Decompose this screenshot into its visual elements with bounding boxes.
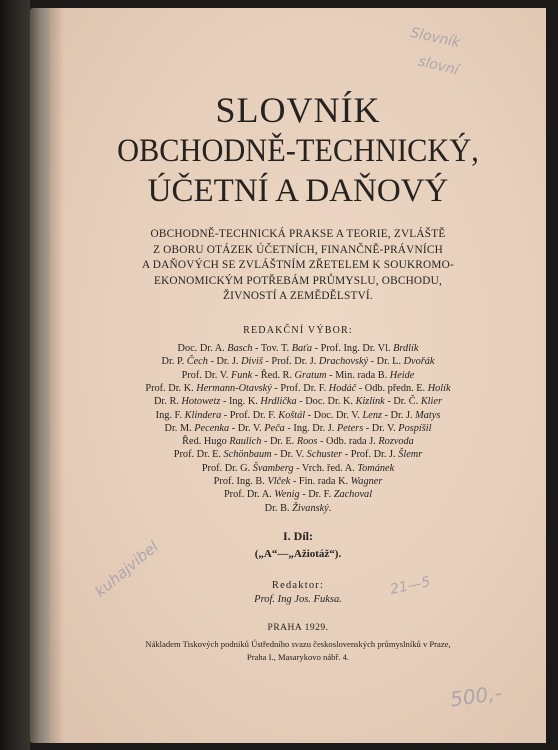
member-surname: Rozvoda xyxy=(378,436,414,448)
member-surname: Raulich xyxy=(229,436,262,448)
pencil-note: slovní xyxy=(416,53,461,79)
member-title: - Fin. rada K. xyxy=(290,476,351,487)
volume-range: („A“—„Ažiotáž“). xyxy=(254,548,342,560)
member-surname: Diviš xyxy=(241,356,263,368)
member-title: - Dr. Č. xyxy=(384,396,421,408)
member-surname: Schönbaum xyxy=(223,449,272,461)
member-surname: Kizlink xyxy=(355,396,385,408)
member-surname: Baťa xyxy=(291,343,313,354)
member-title: Dr. P. xyxy=(161,356,187,368)
title-line-3: ÚČETNÍ A DAŇOVÝ xyxy=(147,173,449,209)
member-title: Prof. Dr. E. xyxy=(173,449,224,461)
member-surname: Funk xyxy=(231,369,253,381)
member-title: - Ing. K. xyxy=(220,396,261,408)
member-surname: Klindera xyxy=(184,409,222,421)
member-surname: Wenig xyxy=(274,489,300,501)
title-page xyxy=(50,8,546,743)
member-title: Dr. M. xyxy=(164,422,195,434)
member-surname: Hrdlička xyxy=(260,396,297,408)
member-title: - Ing. Dr. J. xyxy=(284,422,337,434)
member-title: - Prof. Dr. F. xyxy=(221,409,279,421)
member-title: - Dr. V. xyxy=(229,422,265,434)
member-surname: Dvořák xyxy=(403,356,435,368)
board-member-line xyxy=(50,422,546,435)
member-title: Ing. F. xyxy=(155,409,185,421)
board-member-line xyxy=(50,382,546,395)
subtitle-line: EKONOMICKÝM POTŘEBÁM PRŮMYSLU, OBCHODU, xyxy=(153,274,443,287)
member-surname: Zachoval xyxy=(333,489,373,501)
member-surname: Tománek xyxy=(357,462,395,474)
pencil-note: 21—5 xyxy=(388,573,432,599)
member-title: Prof. Ing. B. xyxy=(213,476,268,487)
member-surname: Šlemr xyxy=(398,449,423,461)
member-title: Doc. Dr. A. xyxy=(177,343,228,354)
member-surname: Hodáč xyxy=(328,382,357,394)
board-member-line xyxy=(50,475,546,488)
member-title: - Dr. L. xyxy=(368,356,404,368)
member-surname: Lenz xyxy=(362,409,382,421)
member-title: - Prof. Dr. F. xyxy=(271,382,329,394)
member-title: - Odb. rada J. xyxy=(317,436,379,448)
member-title: - Doc. Dr. K. xyxy=(296,396,356,408)
subtitle-line: A DAŇOVÝCH SE ZVLÁŠTNÍM ZŘETELEM K SOUKROMO- xyxy=(142,259,454,271)
member-title: - Dr. V. xyxy=(271,449,307,461)
member-title: Prof. Dr. K. xyxy=(145,382,197,394)
member-surname: Hotowetz xyxy=(181,396,221,408)
member-title: - Prof. Ing. Dr. Vl. xyxy=(312,343,394,354)
subtitle-line: ŽIVNOSTÍ A ZEMĚDĚLSTVÍ. xyxy=(223,290,373,302)
member-title: - Tov. T. xyxy=(252,343,292,354)
editor-heading: Redaktor: xyxy=(271,580,325,591)
member-title: Prof. Dr. V. xyxy=(181,369,232,381)
subtitle-line: OBCHODNĚ-TECHNICKÁ PRAKSE A TEORIE, ZVLÁŠTĚ xyxy=(150,228,446,240)
title-line-1: SLOVNÍK xyxy=(215,90,381,130)
board-member-line xyxy=(50,369,546,382)
member-surname: Gratum xyxy=(294,369,327,381)
member-surname: Hermann-Otavský xyxy=(196,382,272,394)
book-spine xyxy=(0,0,30,750)
member-title: - Vrch. řed. A. xyxy=(293,462,358,474)
member-title: - Doc. Dr. V. xyxy=(305,409,363,421)
board-member-line xyxy=(50,448,546,461)
board-member-line xyxy=(50,502,546,515)
member-surname: Wagner xyxy=(350,476,383,487)
member-title: - Dr. F. xyxy=(299,489,334,501)
member-title: - Dr. J. xyxy=(207,356,242,368)
member-surname: Klier xyxy=(420,396,442,408)
board-member-line xyxy=(50,435,546,448)
member-surname: Basch xyxy=(227,343,253,354)
member-title: - Prof. Dr. J. xyxy=(342,449,399,461)
place-and-year: PRAHA 1929. xyxy=(267,623,329,633)
member-surname: Peters xyxy=(336,422,364,434)
member-title: Prof. Dr. A. xyxy=(223,489,275,501)
volume-label: I. Díl: xyxy=(283,529,313,543)
board-member-line xyxy=(50,488,546,501)
board-member-line xyxy=(50,462,546,475)
member-surname: Pecenka xyxy=(194,422,230,434)
price-note: 500,- xyxy=(448,680,504,712)
editorial-board-heading: REDAKČNÍ VÝBOR: xyxy=(243,325,353,336)
member-title: - Dr. J. xyxy=(381,409,416,421)
member-surname: Švamberg xyxy=(252,462,294,474)
member-title: - Odb. předn. E. xyxy=(356,382,428,394)
member-surname: Matys xyxy=(415,409,441,421)
member-surname: Holík xyxy=(427,382,451,394)
member-surname: Drachovský xyxy=(318,356,369,368)
member-title: - Dr. V. xyxy=(363,422,399,434)
pencil-note: Slovník xyxy=(408,24,462,52)
board-member-line xyxy=(50,409,546,422)
board-member-line xyxy=(50,355,546,368)
subtitle-line: Z OBORU OTÁZEK ÚČETNÍCH, FINANČNĚ-PRÁVNÍCH xyxy=(153,243,443,256)
member-title: Řed. Hugo xyxy=(182,436,230,448)
member-title: - Prof. Dr. J. xyxy=(262,356,319,368)
publisher-line: Nákladem Tiskových podniků Ústředního svazu československých průmyslníků v Praze, xyxy=(145,639,451,649)
member-title: . xyxy=(328,502,332,514)
title-line-2: OBCHODNĚ-TECHNICKÝ, xyxy=(117,133,479,169)
member-title: Dr. R. xyxy=(154,396,182,408)
member-surname: Koštál xyxy=(278,409,306,421)
member-surname: Heide xyxy=(389,369,415,381)
board-member-line xyxy=(50,395,546,408)
editor-name: Prof. Ing Jos. Fuksa. xyxy=(254,594,342,605)
member-title: - Řed. R. xyxy=(252,369,295,381)
publisher-address: Praha I., Masarykovo nábř. 4. xyxy=(246,652,350,662)
member-surname: Schuster xyxy=(306,449,343,461)
member-surname: Pospíšil xyxy=(398,422,432,434)
pencil-note: kuhajvibel xyxy=(91,537,162,601)
member-surname: Roos xyxy=(296,436,318,448)
member-title: - Min. rada B. xyxy=(326,369,390,381)
member-title: - Dr. E. xyxy=(261,436,297,448)
member-surname: Živanský xyxy=(292,502,329,514)
member-surname: Brdlík xyxy=(393,343,419,354)
board-member-line xyxy=(50,342,546,355)
member-surname: Peča xyxy=(264,422,285,434)
member-title: Prof. Dr. G. xyxy=(201,462,253,474)
member-title: Dr. B. xyxy=(264,502,293,514)
member-surname: Vlček xyxy=(267,476,291,487)
member-surname: Čech xyxy=(186,356,208,368)
